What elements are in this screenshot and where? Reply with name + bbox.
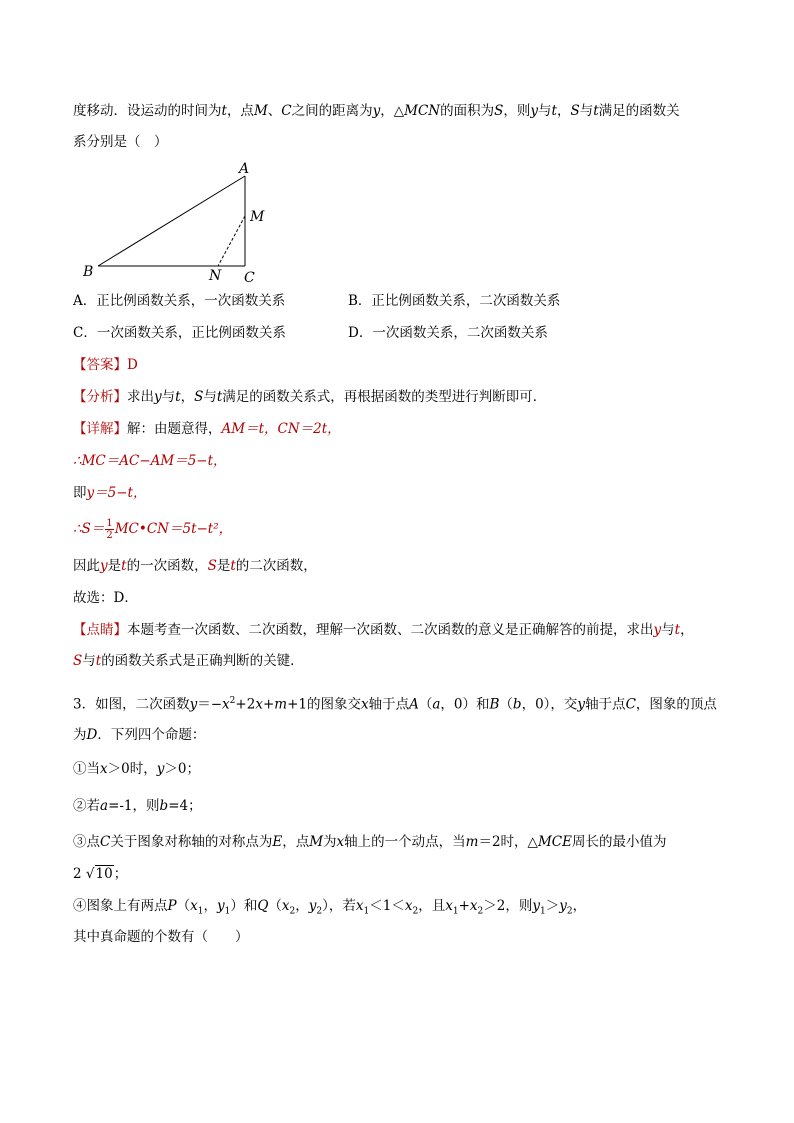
segment-MN-dashed	[218, 216, 245, 266]
option-A[interactable]: A．正比例函数关系，一次函数关系	[73, 293, 286, 309]
analysis-tag: 【分析】	[73, 389, 127, 405]
detail-tag: 【详解】	[73, 421, 127, 437]
proposition-3-tail: ；	[113, 866, 128, 882]
answer-value: D	[127, 357, 138, 373]
triangle-figure	[78, 158, 278, 286]
detail-intro: 解：由题意得，	[127, 421, 222, 437]
sqrt-coefficient: 2	[73, 866, 82, 882]
analysis-line: 【分析】求出y与t，S与t满足的函数关系式，再根据函数的类型进行判断即可．	[73, 389, 547, 405]
segment-AB	[98, 176, 245, 266]
question3-stem-line1: 3．如图，二次函数$y=-x^2+2x+m+1$的图象交x轴于点A（a，0）和B（b，0），交y轴于点C，图象的顶点	[73, 696, 717, 713]
proposition-3-value: 2 √10；	[73, 866, 128, 882]
question2-stem-line2: 系分别是（ ）	[73, 134, 168, 150]
comment-tag: 【点睛】	[73, 622, 127, 638]
fraction-denominator: 2	[106, 530, 113, 541]
label-M: M	[250, 209, 265, 225]
question2-stem-line1: 度移动．设运动的时间为t，点M、C之间的距离为y，△MCN的面积为S，则y与t，S与t满足的函数关	[73, 103, 680, 119]
label-C: C	[244, 270, 255, 286]
step-y-formula: y＝5−t，	[86, 485, 147, 501]
step-y-prefix: 即	[73, 485, 87, 501]
option-D[interactable]: D．一次函数关系，二次函数关系	[348, 325, 548, 341]
label-A: A	[239, 161, 250, 177]
detail-line	[73, 419, 341, 439]
fraction-numerator: 1	[106, 518, 113, 529]
proposition-2: ②若a=-1，则b=4；	[73, 798, 202, 814]
option-B[interactable]: B．正比例函数关系，二次函数关系	[348, 293, 561, 309]
answer-tag: 【答案】	[73, 357, 127, 373]
option-C[interactable]: C．一次函数关系，正比例函数关系	[73, 325, 286, 341]
sqrt-radicand: 10	[95, 866, 113, 882]
label-B: B	[83, 264, 94, 280]
proposition-4: ④图象上有两点$P(x_1$，$y_1$）和$Q(x_2$，$y_2$），若$x_1<1<x_2$，且$x_1+x_2>2$，则$y_1>y_2$，	[73, 898, 587, 917]
comment-line2: S与t的函数关系式是正确判断的关键．	[73, 653, 304, 669]
step-s	[73, 515, 232, 543]
question3-stem-line2: 为D．下列四个命题：	[73, 727, 206, 743]
fraction-half	[105, 518, 113, 541]
detail-values: AM＝t，CN＝2t，	[221, 421, 341, 437]
comment-line1: 【点睛】本题考查一次函数、二次函数，理解一次函数、二次函数的意义是正确解答的前提，求出y与t，	[73, 622, 694, 638]
proposition-1: ①当x＞0时，y＞0；	[73, 761, 200, 777]
question3-ask: 其中真命题的个数有（ ）	[73, 929, 249, 945]
step-mc: ∴MC＝AC−AM＝5−t，	[73, 453, 227, 469]
proposition-3: ③点C关于图象对称轴的对称点为E，点M为x轴上的一个动点，当m＝2时，△MCE周长的最小值为	[73, 834, 667, 850]
step-s-rest: MC•CN＝5t−t²，	[114, 521, 233, 537]
conclusion-line: 因此y是t的一次函数，S是t的二次函数，	[73, 558, 317, 574]
step-s-prefix: ∴S＝	[73, 521, 105, 537]
answer-line	[73, 355, 138, 375]
choose-line: 故选：D．	[73, 590, 138, 606]
step-y	[73, 483, 146, 503]
label-N: N	[209, 268, 222, 284]
